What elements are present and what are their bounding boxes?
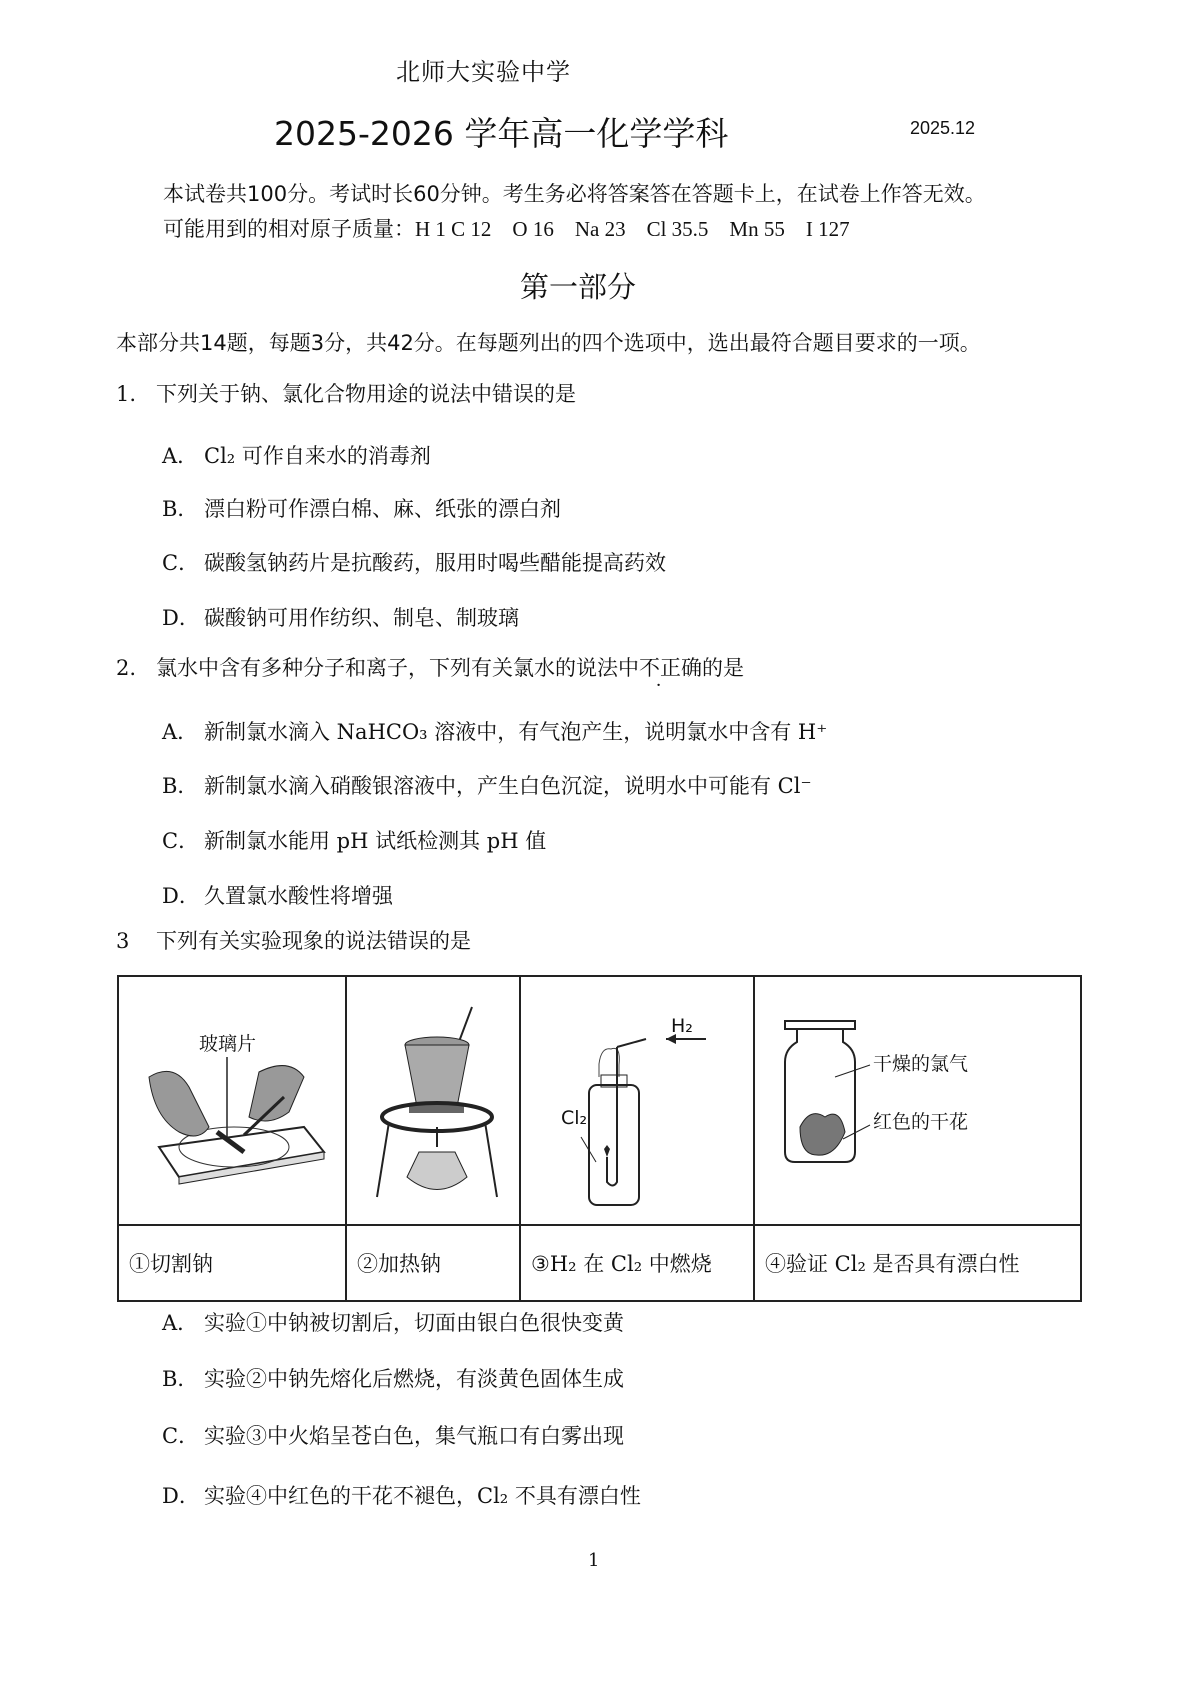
part-instructions: 本部分共14题，每题3分，共42分。在每题列出的四个选项中，选出最符合题目要求的一项。 — [116, 331, 981, 355]
gas-bottle-illustration — [521, 977, 753, 1220]
option-label: C． — [162, 829, 200, 853]
option-label: B． — [162, 1367, 199, 1391]
q1-option-b — [162, 493, 561, 523]
option-label: C． — [162, 1424, 200, 1448]
question-text: 氯水中含有多种分子和离子，下列有关氯水的说法中 — [156, 656, 639, 680]
option-label: B． — [162, 774, 199, 798]
q2-option-d — [162, 880, 393, 910]
option-text: 实验④中红色的干花不褪色，Cl₂ 不具有漂白性 — [204, 1484, 641, 1508]
figure-h2-burning-in-cl2 — [520, 976, 754, 1225]
option-text: 新制氯水能用 pH 试纸检测其 pH 值 — [204, 829, 547, 853]
cutting-sodium-illustration — [119, 977, 345, 1220]
red-dry-flower-label: 红色的干花 — [873, 1111, 969, 1133]
figure-heating-sodium — [346, 976, 520, 1225]
atomic-masses — [163, 213, 850, 243]
question-number: 2. — [116, 656, 137, 680]
caption-heating-sodium: ②加热钠 — [346, 1225, 520, 1301]
question-text-end: 确的是 — [681, 656, 744, 680]
question-number: 3 — [116, 929, 130, 953]
school-name: 北师大实验中学 — [396, 58, 571, 86]
q3-option-c — [162, 1420, 624, 1450]
bottle-with-flower-illustration — [755, 977, 1080, 1220]
exam-title: 2025-2026 学年高一化学学科 — [274, 114, 729, 153]
option-text: 碳酸钠可用作纺织、制皂、制玻璃 — [204, 606, 519, 630]
option-text: 实验①中钠被切割后，切面由银白色很快变黄 — [204, 1311, 624, 1335]
q2-option-b — [162, 770, 812, 800]
option-label: D． — [162, 884, 200, 908]
page-number: 1 — [588, 1550, 600, 1571]
question-1-stem — [116, 378, 576, 408]
question-text: 下列关于钠、氯化合物用途的说法中错误的是 — [156, 382, 576, 406]
option-text: 久置氯水酸性将增强 — [204, 884, 393, 908]
glass-slide-label: 玻璃片 — [199, 1033, 257, 1055]
cl2-label: Cl₂ — [561, 1107, 588, 1129]
caption-bleaching-test: ④验证 Cl₂ 是否具有漂白性 — [754, 1225, 1081, 1301]
q2-option-a — [162, 716, 827, 746]
experiment-figure-table — [117, 975, 1082, 1302]
figure-bleaching-test — [754, 976, 1081, 1225]
atomic-masses-values: H 1 C 12 O 16 Na 23 Cl 35.5 Mn 55 I 127 — [415, 217, 850, 241]
q3-option-d — [162, 1480, 641, 1510]
option-text: 实验②中钠先熔化后燃烧，有淡黄色固体生成 — [204, 1367, 624, 1391]
option-text: 实验③中火焰呈苍白色，集气瓶口有白雾出现 — [204, 1424, 624, 1448]
part-title: 第一部分 — [520, 270, 637, 304]
option-text: Cl₂ 可作自来水的消毒剂 — [204, 444, 431, 468]
option-label: D． — [162, 606, 200, 630]
exam-date: 2025.12 — [910, 118, 976, 138]
option-label: A． — [162, 720, 199, 744]
option-text: 漂白粉可作漂白棉、麻、纸张的漂白剂 — [204, 497, 561, 521]
q1-option-c — [162, 547, 666, 577]
heating-sodium-illustration — [347, 977, 519, 1220]
question-number: 1. — [116, 382, 137, 406]
question-text: 下列有关实验现象的说法错误的是 — [156, 929, 471, 953]
option-label: A． — [162, 444, 199, 468]
q1-option-d — [162, 602, 519, 632]
caption-cutting-sodium: ①切割钠 — [118, 1225, 346, 1301]
dry-chlorine-label: 干燥的氯气 — [873, 1053, 969, 1075]
option-text: 碳酸氢钠药片是抗酸药，服用时喝些醋能提高药效 — [204, 551, 666, 575]
figure-cutting-sodium — [118, 976, 346, 1225]
option-label: A． — [162, 1311, 199, 1335]
option-label: D． — [162, 1484, 200, 1508]
h2-label: H₂ — [671, 1015, 693, 1037]
option-text: 新制氯水滴入硝酸银溶液中，产生白色沉淀，说明水中可能有 Cl⁻ — [204, 774, 812, 798]
q3-option-b — [162, 1363, 624, 1393]
q2-option-c — [162, 825, 546, 855]
caption-h2-burning: ③H₂ 在 Cl₂ 中燃烧 — [520, 1225, 754, 1301]
option-label: B． — [162, 497, 199, 521]
option-label: C． — [162, 551, 200, 575]
q3-option-a — [162, 1307, 624, 1337]
question-3-stem — [116, 925, 471, 955]
option-text: 新制氯水滴入 NaHCO₃ 溶液中，有气泡产生，说明氯水中含有 H⁺ — [204, 720, 828, 744]
exam-notice: 本试卷共100分。考试时长60分钟。考生务必将答案答在答题卡上，在试卷上作答无效。 — [163, 182, 986, 206]
atomic-masses-label: 可能用到的相对原子质量： — [163, 217, 415, 241]
emphasis-text: 不正 — [639, 656, 681, 680]
question-2-stem — [116, 652, 744, 682]
q1-option-a — [162, 440, 431, 470]
